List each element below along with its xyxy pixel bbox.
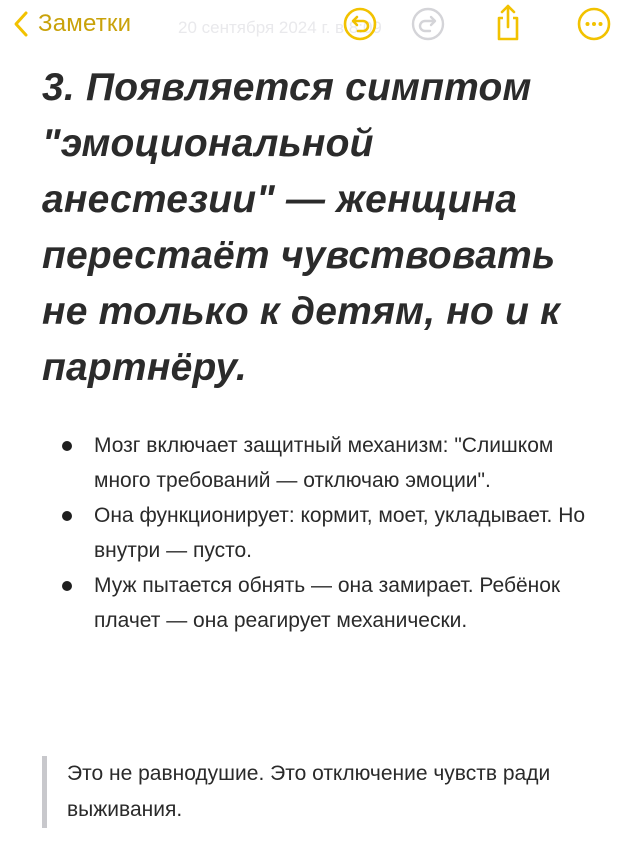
- bullet-icon: [62, 511, 72, 521]
- redo-icon: [408, 4, 448, 44]
- more-button[interactable]: [574, 4, 614, 44]
- share-button[interactable]: [488, 2, 528, 42]
- undo-button[interactable]: [340, 4, 380, 44]
- toolbar: [0, 0, 640, 52]
- note-heading[interactable]: 3. Появляется симптом "эмоциональной анестезии" — женщина перестаёт чувствовать не только к детям, но и к партнёру.: [42, 66, 561, 389]
- bullet-list: [0, 428, 640, 638]
- bullet-icon: [62, 581, 72, 591]
- list-item-text: Она функционирует: кормит, моет, укладывает. Но внутри — пусто.: [94, 504, 586, 562]
- back-button-label: Заметки: [38, 10, 132, 37]
- list-item-text: Муж пытается обнять — она замирает. Ребёнок плачет — она реагирует механически.: [94, 574, 561, 632]
- list-item[interactable]: [0, 568, 640, 638]
- block-quote[interactable]: Это не равнодушие. Это отключение чувств ради выживания.: [42, 756, 622, 828]
- note-date: 20 сентября 2024 г. в 8:09: [178, 18, 382, 37]
- redo-button[interactable]: [408, 4, 448, 44]
- share-icon: [488, 2, 528, 42]
- undo-icon: [340, 4, 380, 44]
- more-icon: [574, 4, 614, 44]
- back-button[interactable]: [12, 6, 131, 42]
- list-item[interactable]: [0, 498, 640, 568]
- chevron-left-icon: [12, 10, 30, 38]
- list-item[interactable]: [0, 428, 640, 498]
- list-item-text: Мозг включает защитный механизм: "Слишком много требований — отключаю эмоции".: [94, 434, 554, 492]
- bullet-icon: [62, 441, 72, 451]
